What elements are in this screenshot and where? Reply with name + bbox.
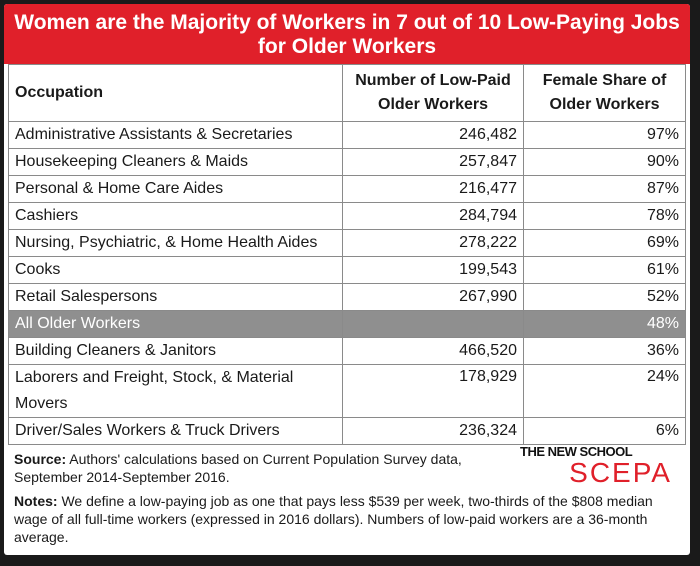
logo-new-school: THE NEW SCHOOL <box>520 444 633 459</box>
count-cell: 216,477 <box>343 176 524 203</box>
occupation-cell: Driver/Sales Workers & Truck Drivers <box>9 418 343 445</box>
share-cell: 87% <box>524 176 686 203</box>
table-row <box>9 338 686 365</box>
count-cell: 284,794 <box>343 203 524 230</box>
header-occupation: Occupation <box>9 65 343 122</box>
occupation-cell: Building Cleaners & Janitors <box>9 338 343 365</box>
all-older-workers-row <box>9 311 686 338</box>
occupation-line-1: Laborers and Freight, Stock, & Material <box>15 369 294 386</box>
notes-label: Notes: <box>14 493 58 509</box>
table-row <box>9 418 686 445</box>
header-row <box>9 65 686 122</box>
occupation-cell: Housekeeping Cleaners & Maids <box>9 149 343 176</box>
header-count-line-2: Older Workers <box>378 96 488 113</box>
occupation-table <box>8 64 686 445</box>
count-cell: 267,990 <box>343 284 524 311</box>
source-note <box>14 450 494 486</box>
share-cell: 78% <box>524 203 686 230</box>
share-cell: 69% <box>524 230 686 257</box>
share-cell: 52% <box>524 284 686 311</box>
table-row <box>9 122 686 149</box>
header-count <box>343 65 524 122</box>
share-cell: 6% <box>524 418 686 445</box>
occupation-cell: Administrative Assistants & Secretaries <box>9 122 343 149</box>
header-count-line-1: Number of Low-Paid <box>355 72 511 89</box>
title-line-2: for Older Workers <box>257 35 437 58</box>
occupation-line-2: Movers <box>15 395 68 412</box>
logo-scepa: SCEPA <box>569 457 672 488</box>
share-cell: 48% <box>524 311 686 338</box>
scepa-logo <box>512 444 672 487</box>
count-cell: 257,847 <box>343 149 524 176</box>
table-row <box>9 203 686 230</box>
occupation-cell: Cooks <box>9 257 343 284</box>
count-cell: 466,520 <box>343 338 524 365</box>
table-row <box>9 257 686 284</box>
table-title <box>4 4 690 64</box>
table-row <box>9 230 686 257</box>
header-share-line-1: Female Share of <box>542 72 667 89</box>
table-row <box>9 149 686 176</box>
header-share-line-2: Older Workers <box>549 96 660 113</box>
notes <box>14 492 684 546</box>
count-cell: 199,543 <box>343 257 524 284</box>
count-cell: 278,222 <box>343 230 524 257</box>
count-cell <box>343 311 524 338</box>
occupation-cell <box>9 365 343 418</box>
table-row <box>9 365 686 418</box>
share-cell: 90% <box>524 149 686 176</box>
title-line-1: Women are the Majority of Workers in 7 out of 10 Low-Paying Jobs <box>14 11 680 34</box>
share-cell: 36% <box>524 338 686 365</box>
header-share <box>524 65 686 122</box>
table-row <box>9 176 686 203</box>
share-cell: 24% <box>524 365 686 418</box>
count-cell: 246,482 <box>343 122 524 149</box>
occupation-cell: All Older Workers <box>9 311 343 338</box>
table-row <box>9 284 686 311</box>
occupation-cell: Retail Salespersons <box>9 284 343 311</box>
source-text: Authors' calculations based on Current Population Survey data, September 2014-September 2016. <box>14 451 462 485</box>
occupation-cell: Nursing, Psychiatric, & Home Health Aides <box>9 230 343 257</box>
notes-text: We define a low-paying job as one that pays less $539 per week, two-thirds of the $808 median wage of all full-time workers (expressed in 2016 dollars). Numbers of low-paid workers are a 36-month average. <box>14 493 653 545</box>
table-card <box>4 4 690 555</box>
occupation-cell: Cashiers <box>9 203 343 230</box>
share-cell: 97% <box>524 122 686 149</box>
occupation-cell: Personal & Home Care Aides <box>9 176 343 203</box>
share-cell: 61% <box>524 257 686 284</box>
source-label: Source: <box>14 451 67 467</box>
count-cell: 236,324 <box>343 418 524 445</box>
count-cell: 178,929 <box>343 365 524 418</box>
